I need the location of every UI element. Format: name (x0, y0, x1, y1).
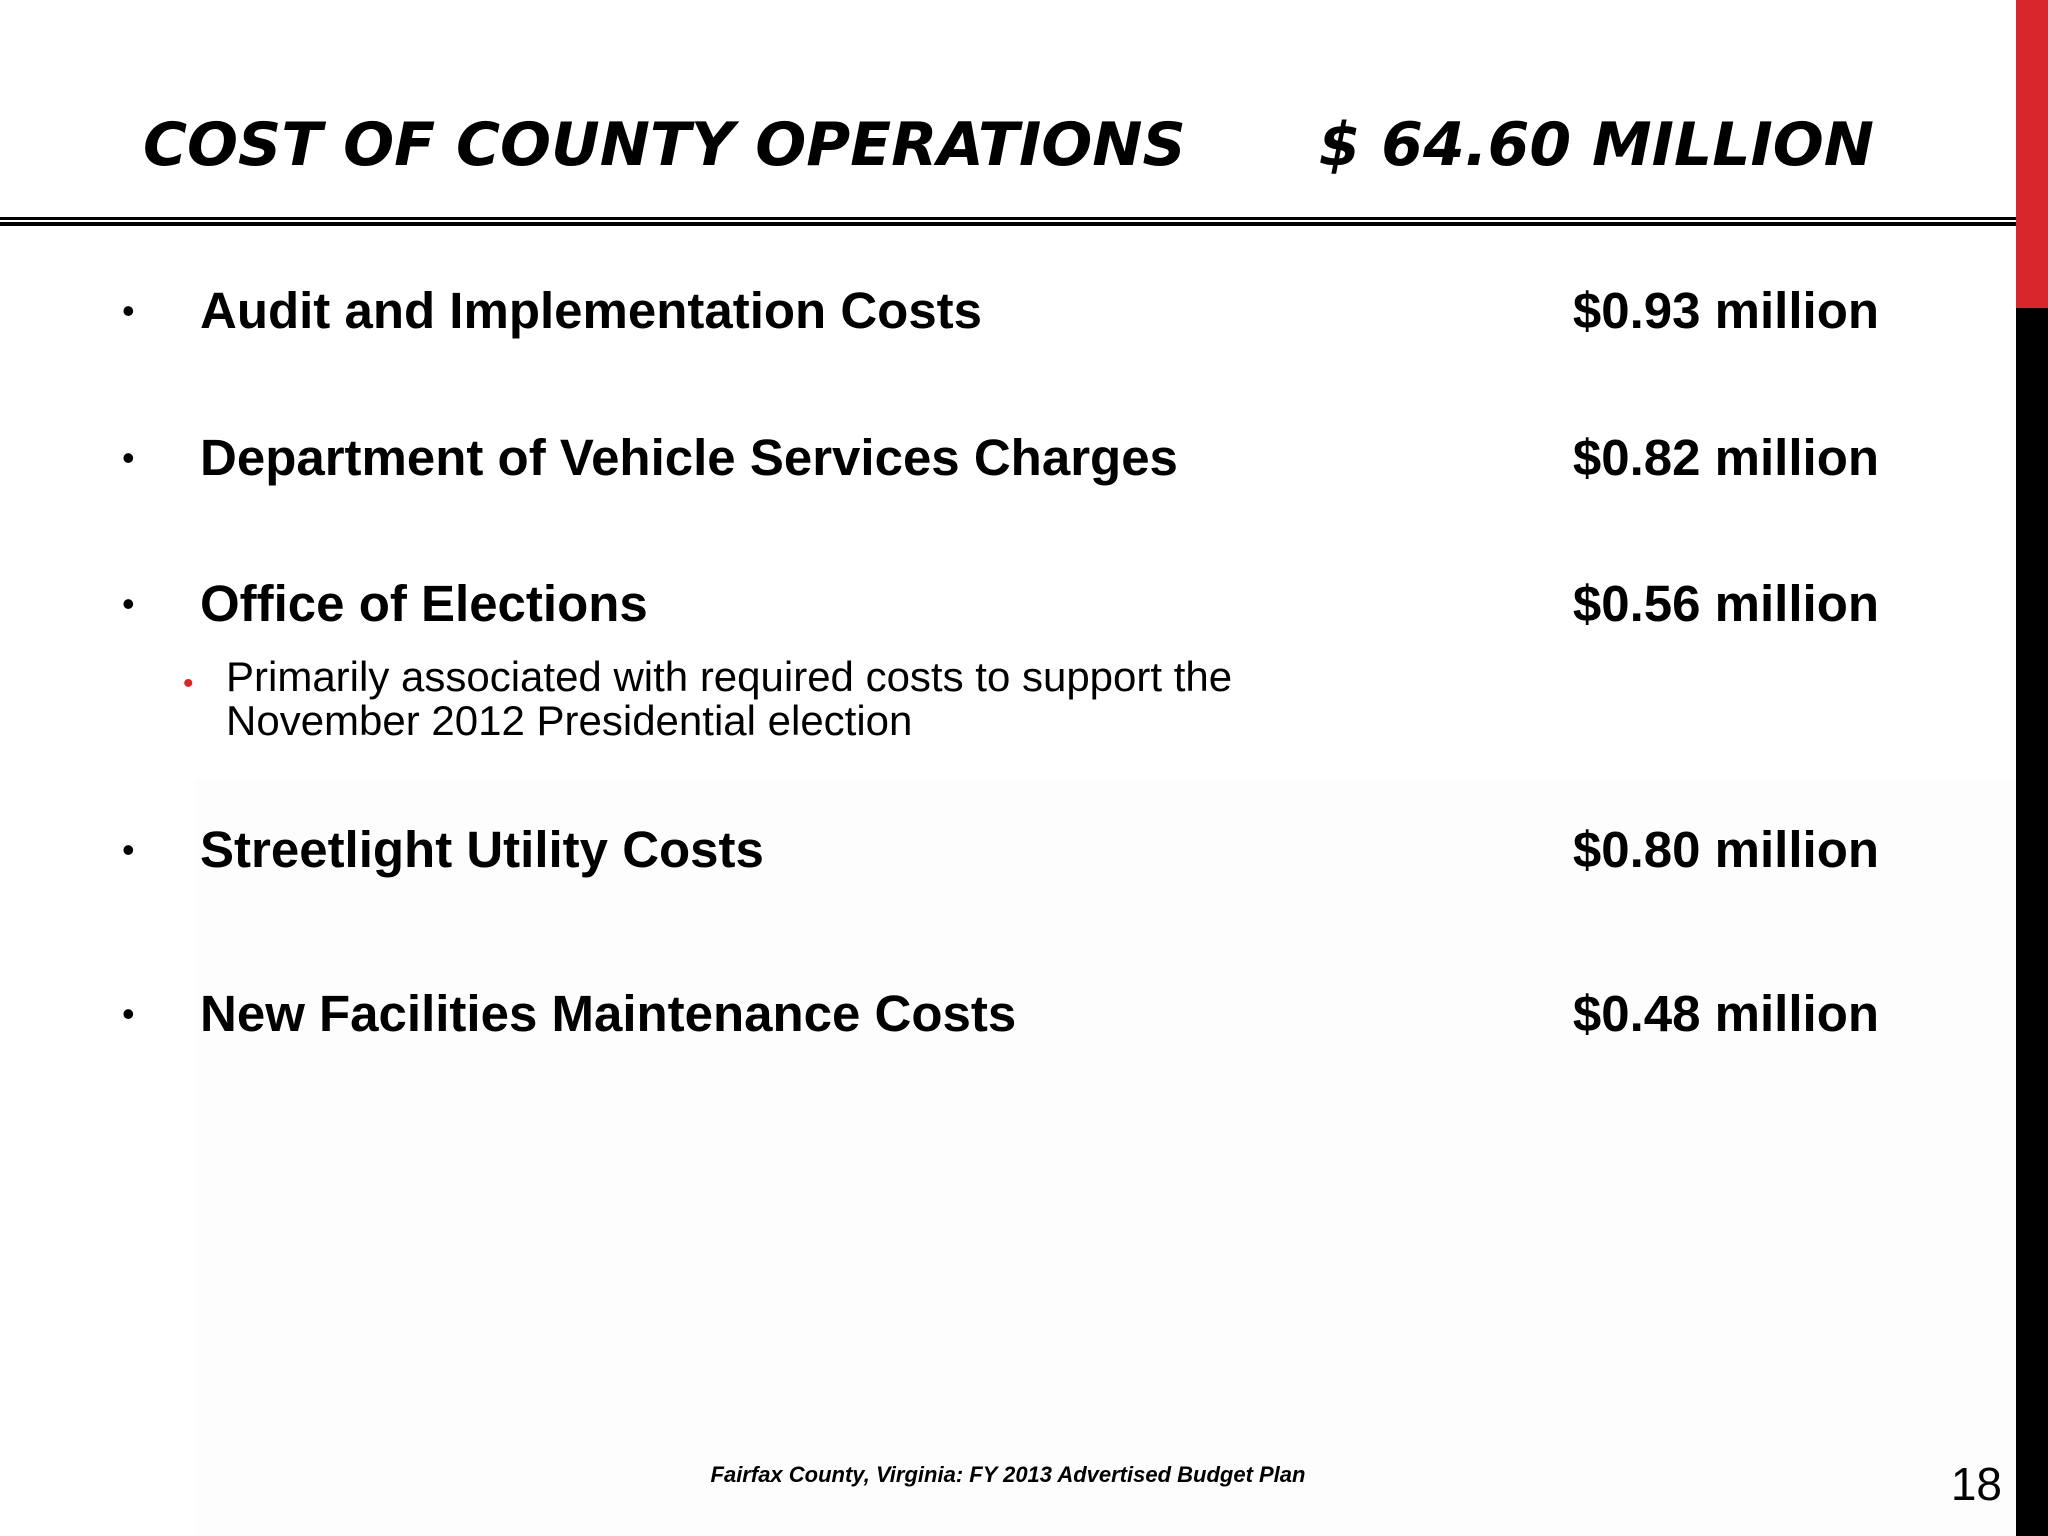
list-item-audit (0, 278, 2016, 344)
slide-title-row (0, 100, 2016, 190)
item-amount: $0.48 million (1572, 985, 1879, 1042)
item-label: Department of Vehicle Services Charges (200, 429, 1178, 486)
sub-item-text (226, 655, 1346, 743)
content-background (196, 780, 2016, 1536)
title-divider-thin (0, 217, 2016, 220)
list-item-vehicle-services (0, 425, 2016, 491)
sub-bullet: • (183, 667, 194, 700)
footer-text: Fairfax County, Virginia: FY 2013 Advertised Budget Plan (710, 1462, 1306, 1487)
slide-title-amount: $ 64.60 MILLION (1318, 110, 1874, 180)
list-item-streetlight (0, 817, 2016, 883)
page-number: 18 (1950, 1458, 2002, 1510)
item-amount: $0.80 million (1572, 821, 1879, 878)
slide-footer (0, 1460, 2016, 1490)
bullet: • (122, 290, 135, 331)
bullet: • (122, 437, 135, 478)
accent-bar-black (2016, 308, 2048, 1536)
sub-item-line-1: Primarily associated with required costs to support the (226, 653, 1233, 700)
sub-item-line-2: November 2012 Presidential election (226, 697, 913, 744)
list-item-elections (0, 571, 2016, 637)
item-label: Audit and Implementation Costs (200, 282, 983, 339)
item-amount: $0.82 million (1572, 429, 1879, 486)
slide-title: COST OF COUNTY OPERATIONS (143, 110, 1186, 180)
item-amount: $0.93 million (1572, 282, 1879, 339)
item-label: Office of Elections (200, 575, 648, 632)
list-item-facilities-maintenance (0, 981, 2016, 1047)
item-label: New Facilities Maintenance Costs (200, 985, 1017, 1042)
bullet: • (122, 829, 135, 870)
accent-bar-red (2016, 0, 2048, 308)
item-label: Streetlight Utility Costs (200, 821, 764, 878)
bullet: • (122, 993, 135, 1034)
item-amount: $0.56 million (1572, 575, 1879, 632)
bullet: • (122, 583, 135, 624)
title-divider-thick (0, 222, 2016, 226)
